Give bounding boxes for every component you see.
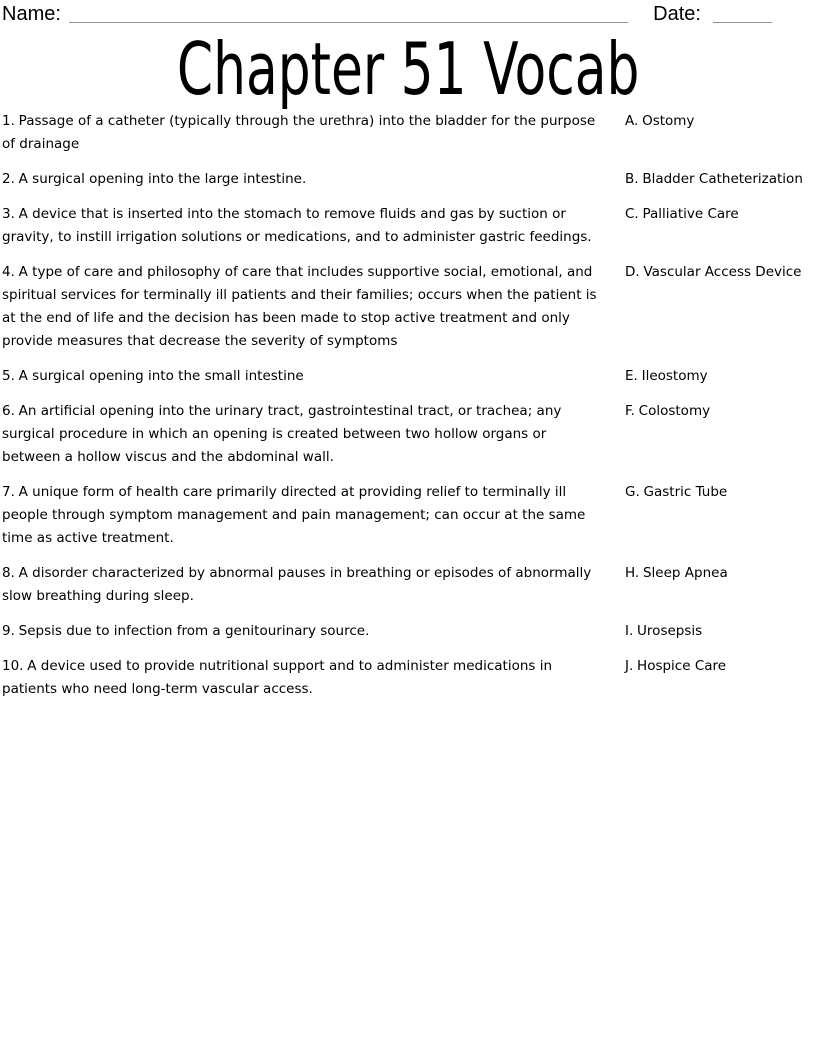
match-row-5 — [2, 365, 816, 388]
match-row-3 — [2, 203, 816, 249]
definition-item — [2, 562, 598, 608]
match-row-6 — [2, 400, 816, 469]
definition-text: A device used to provide nutritional support and to administer medications in patients who need long-term vascular access. — [2, 658, 553, 697]
matching-list — [0, 110, 816, 701]
answer-term: Bladder Catheterization — [642, 171, 803, 187]
definition-item — [2, 168, 598, 191]
name-blank-line — [69, 7, 628, 23]
answer-item — [625, 110, 816, 133]
definition-text: A disorder characterized by abnormal pauses in breathing or episodes of abnormally slow breathing during sleep. — [2, 565, 592, 604]
match-row-1 — [2, 110, 816, 156]
definition-text: A unique form of health care primarily directed at providing relief to terminally ill people through symptom management and pain management; can occur at the same time as active treatment. — [2, 484, 586, 546]
definition-number: 6. — [2, 403, 15, 419]
answer-term: Urosepsis — [637, 623, 703, 639]
answer-item — [625, 203, 816, 226]
match-row-7 — [2, 481, 816, 550]
answer-term: Vascular Access Device — [643, 264, 802, 280]
match-row-2 — [2, 168, 816, 191]
answer-letter: D. — [625, 264, 640, 280]
definition-number: 10. — [2, 658, 24, 674]
match-row-4 — [2, 261, 816, 353]
definition-number: 4. — [2, 264, 15, 280]
definition-number: 3. — [2, 206, 15, 222]
definition-item — [2, 620, 598, 643]
definition-text: An artificial opening into the urinary tract, gastrointestinal tract, or trachea; any surgical procedure in which an opening is created between two hollow organs or between a hollow viscus and the abdominal wall. — [2, 403, 562, 465]
name-label: Name: — [2, 3, 61, 25]
worksheet-title — [0, 27, 816, 111]
answer-letter: H. — [625, 565, 640, 581]
answer-letter: F. — [625, 403, 635, 419]
definition-item — [2, 365, 598, 388]
definition-item — [2, 655, 598, 701]
answer-term: Palliative Care — [642, 206, 739, 222]
answer-letter: I. — [625, 623, 634, 639]
answer-term: Ostomy — [642, 113, 695, 129]
definition-number: 2. — [2, 171, 15, 187]
definition-text: A type of care and philosophy of care that includes supportive social, emotional, and spiritual services for terminally ill patients and their families; occurs when the patient is at the end of life and the decision has been made to stop active treatment and only provide measures that decrease the severity of symptoms — [2, 264, 597, 349]
answer-item — [625, 620, 816, 643]
match-row-10 — [2, 655, 816, 701]
answer-letter: G. — [625, 484, 640, 500]
answer-term: Colostomy — [638, 403, 711, 419]
answer-term: Hospice Care — [637, 658, 727, 674]
definition-number: 5. — [2, 368, 15, 384]
definition-text: A surgical opening into the large intestine. — [18, 171, 307, 187]
answer-item — [625, 168, 816, 191]
answer-term: Ileostomy — [641, 368, 708, 384]
definition-item — [2, 261, 598, 353]
definition-number: 8. — [2, 565, 15, 581]
definition-item — [2, 481, 598, 550]
answer-item — [625, 365, 816, 388]
answer-letter: B. — [625, 171, 639, 187]
definition-item — [2, 203, 598, 249]
match-row-9 — [2, 620, 816, 643]
match-row-8 — [2, 562, 816, 608]
definition-text: Passage of a catheter (typically through the urethra) into the bladder for the purpose of drainage — [2, 113, 596, 152]
date-label: Date: — [653, 3, 701, 25]
definition-text: A device that is inserted into the stomach to remove fluids and gas by suction or gravity, to instill irrigation solutions or medications, and to administer gastric feedings. — [2, 206, 592, 245]
answer-term: Gastric Tube — [643, 484, 728, 500]
answer-letter: C. — [625, 206, 639, 222]
date-blank-line — [713, 7, 772, 23]
answer-item — [625, 655, 816, 678]
definition-number: 1. — [2, 113, 15, 129]
answer-item — [625, 562, 816, 585]
definition-item — [2, 110, 598, 156]
answer-item — [625, 261, 816, 284]
definition-number: 7. — [2, 484, 15, 500]
name-date-header — [0, 0, 816, 25]
worksheet-title-text: Chapter 51 Vocab — [176, 27, 640, 111]
answer-item — [625, 400, 816, 423]
answer-letter: J. — [625, 658, 634, 674]
answer-letter: A. — [625, 113, 639, 129]
definition-text: A surgical opening into the small intestine — [18, 368, 304, 384]
answer-letter: E. — [625, 368, 638, 384]
answer-term: Sleep Apnea — [642, 565, 728, 581]
definition-item — [2, 400, 598, 469]
definition-number: 9. — [2, 623, 15, 639]
definition-text: Sepsis due to infection from a genitourinary source. — [18, 623, 370, 639]
answer-item — [625, 481, 816, 504]
